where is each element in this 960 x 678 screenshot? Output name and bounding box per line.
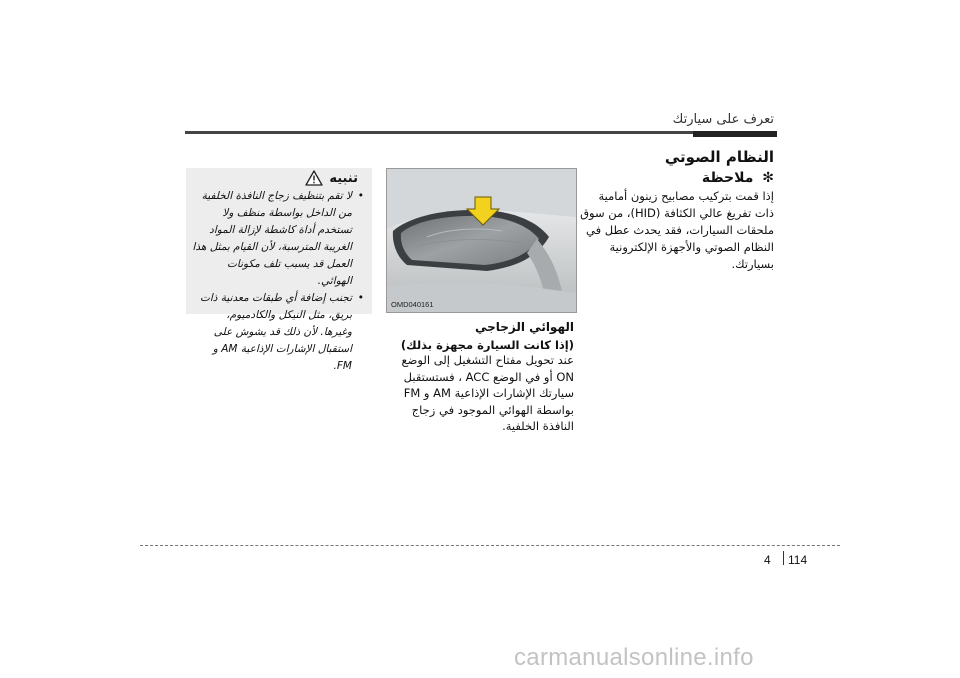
chapter-number: 4: [764, 553, 771, 567]
section-title: تعرف على سيارتك: [672, 112, 774, 127]
antenna-subheading: (إذا كانت السيارة مجهزة بذلك): [400, 338, 574, 352]
page-divider: [783, 551, 784, 565]
caution-item: • تجنب إضافة أي طبقات معدنية ذات بريق، مثل النيكل والكادميوم، وغيرها. لأن ذلك قد يشوش على استقبال الإشارات الإذاعية AM و FM.: [192, 290, 364, 375]
footer-rule: [140, 545, 840, 546]
note-star-icon: ✻: [762, 170, 774, 186]
note-heading: [702, 170, 774, 186]
note-body: إذا قمت بتركيب مصابيح زينون أمامية ذات تفريغ عالي الكثافة (HID)، من سوق ملحقات السيارات، فقد يحدث عطل في النظام الصوتي والأجهزة الإلكترونية بسيارتك.: [580, 189, 774, 271]
antenna-heading: الهوائي الزجاجي: [474, 320, 574, 334]
header-rule-accent: [693, 131, 777, 137]
rear-window-photo: [386, 168, 577, 313]
caution-title: تنبيه: [329, 170, 358, 186]
caution-title-row: [305, 170, 358, 186]
note-heading-text: ملاحظة: [701, 170, 754, 186]
antenna-body: عند تحويل مفتاح التشغيل إلى الوضع ON أو في الوضع ACC ، فستستقبل سيارتك الإشارات الإذاعية AM و FM بواسطة الهوائي الموجود في زجاج النافذة الخلفية.: [401, 353, 574, 433]
page-number: 114: [788, 553, 808, 567]
header-rule: [185, 131, 777, 134]
caution-item: • لا تقم بتنظيف زجاج النافذة الخلفية من الداخل بواسطة منظف ولا تستخدم أداة كاشطة لإزالة المواد الغريبة المترسبة، لأن القيام بمثل هذا العمل قد يسبب تلف مكونات الهوائي.: [192, 188, 364, 290]
warning-triangle-icon: [305, 170, 323, 186]
photo-code: OMD040161: [391, 300, 434, 309]
audio-system-heading: النظام الصوتي: [664, 148, 774, 166]
car-rear-window-illustration: [387, 169, 576, 312]
watermark: carmanualsonline.info: [514, 644, 754, 671]
caution-box: [186, 168, 372, 372]
caution-list: [192, 188, 364, 375]
